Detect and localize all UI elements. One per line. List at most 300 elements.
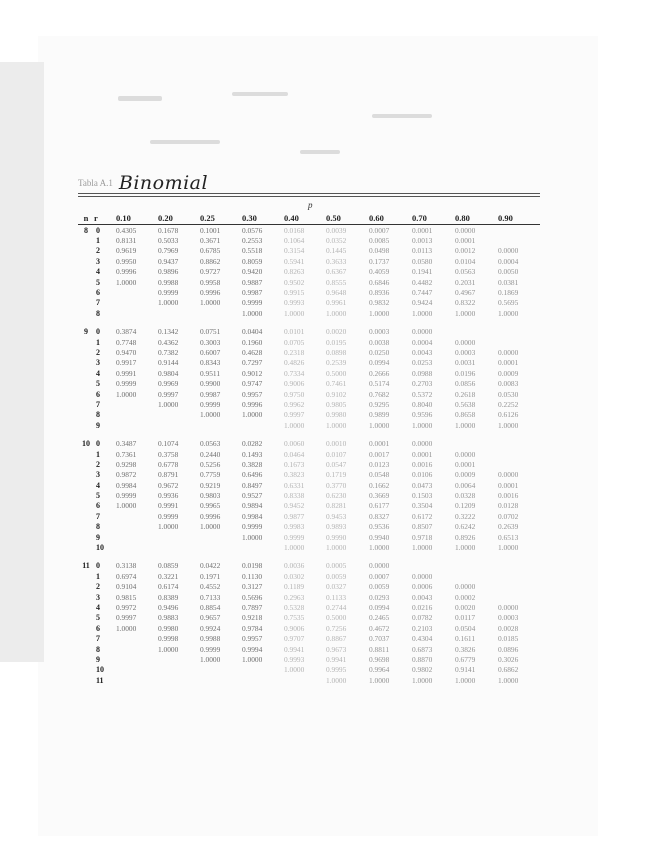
r-cell: 0	[96, 225, 100, 235]
prob-cell: 0.2103	[412, 623, 433, 633]
prob-cell: 0.8281	[326, 501, 347, 511]
prob-cell: 0.6177	[369, 501, 390, 511]
prob-cell: 0.2440	[200, 449, 221, 459]
header-row	[78, 211, 540, 225]
col-p-header: 0.25	[200, 212, 215, 223]
group-spacer	[78, 430, 540, 438]
table-row	[78, 449, 540, 459]
r-cell: 8	[96, 410, 100, 420]
prob-cell: 0.9218	[242, 613, 263, 623]
prob-cell	[498, 337, 540, 347]
prob-cell	[200, 665, 242, 675]
prob-cell: 0.1503	[412, 491, 433, 501]
prob-cell: 0.0004	[412, 337, 433, 347]
prob-cell: 0.7447	[412, 288, 433, 298]
prob-cell: 0.9988	[200, 634, 221, 644]
prob-cell: 0.6778	[158, 459, 179, 469]
prob-cell: 0.8322	[455, 298, 476, 308]
prob-cell	[116, 287, 158, 297]
prob-cell: 0.7897	[242, 602, 263, 612]
r-cell: 4	[96, 602, 100, 612]
col-p-header: 0.30	[242, 212, 257, 223]
prob-cell: 0.0498	[369, 246, 390, 256]
prob-cell: 0.0013	[412, 236, 433, 246]
prob-cell: 0.2618	[455, 389, 476, 399]
prob-cell: 0.0050	[498, 267, 519, 277]
r-cell: 7	[96, 634, 100, 644]
prob-cell: 0.0196	[455, 368, 476, 378]
prob-cell: 0.4362	[158, 337, 179, 347]
prob-cell	[116, 644, 158, 654]
table-row	[78, 420, 540, 430]
prob-cell: 0.9896	[158, 267, 179, 277]
prob-cell: 0.9941	[284, 644, 305, 654]
table-row	[78, 613, 540, 623]
prob-cell: 0.1869	[498, 288, 519, 298]
prob-cell	[116, 542, 158, 552]
prob-cell: 0.0059	[326, 571, 347, 581]
prob-cell: 0.1445	[326, 246, 347, 256]
prob-cell: 0.9995	[326, 665, 347, 675]
prob-cell: 0.0017	[369, 449, 390, 459]
prob-cell: 0.3154	[284, 246, 305, 256]
prob-cell: 0.9962	[284, 399, 305, 409]
prob-cell: 0.9893	[326, 522, 347, 532]
prob-cell: 1.0000	[455, 420, 476, 430]
prob-cell: 0.5696	[242, 592, 263, 602]
prob-cell: 0.9998	[158, 634, 179, 644]
prob-cell: 0.9707	[284, 634, 305, 644]
table-row	[78, 277, 540, 287]
prob-cell: 0.7759	[200, 470, 221, 480]
prob-cell	[158, 665, 200, 675]
prob-cell: 0.9941	[326, 654, 347, 664]
table-body	[78, 225, 540, 686]
r-cell: 0	[96, 439, 100, 449]
prob-cell	[116, 399, 158, 409]
prob-cell: 0.0009	[455, 470, 476, 480]
prob-cell: 0.2539	[326, 358, 347, 368]
prob-cell: 0.9994	[242, 644, 263, 654]
prob-cell: 0.1189	[284, 582, 305, 592]
prob-cell: 0.0856	[455, 379, 476, 389]
prob-cell: 0.0007	[369, 225, 390, 235]
prob-cell: 0.7682	[369, 389, 390, 399]
n-cell	[78, 235, 94, 245]
prob-cell: 1.0000	[326, 543, 347, 553]
prob-cell: 1.0000	[412, 543, 433, 553]
prob-cell: 0.9996	[200, 511, 221, 521]
prob-cell: 0.9804	[158, 368, 179, 378]
n-cell	[78, 277, 94, 287]
prob-cell: 0.9619	[116, 246, 137, 256]
prob-cell	[116, 665, 158, 675]
r-cell: 3	[96, 256, 100, 266]
n-cell	[78, 459, 94, 469]
prob-cell: 1.0000	[284, 665, 305, 675]
prob-cell: 0.0994	[369, 358, 390, 368]
prob-cell: 0.0000	[455, 225, 476, 235]
prob-cell: 0.2639	[498, 522, 519, 532]
n-cell	[78, 675, 94, 685]
r-cell: 4	[96, 480, 100, 490]
prob-cell	[116, 420, 158, 430]
table-heading	[78, 166, 208, 194]
prob-cell: 0.1971	[200, 571, 221, 581]
n-cell	[78, 246, 94, 256]
prob-cell: 0.9987	[242, 288, 263, 298]
prob-cell: 0.4967	[455, 288, 476, 298]
prob-cell	[200, 308, 242, 318]
prob-cell: 0.8507	[412, 522, 433, 532]
n-cell	[78, 449, 94, 459]
prob-cell: 0.0043	[412, 347, 433, 357]
prob-cell: 0.0043	[412, 592, 433, 602]
prob-cell: 0.4305	[116, 225, 137, 235]
prob-cell: 0.0293	[369, 592, 390, 602]
r-cell: 9	[96, 654, 100, 664]
prob-cell	[158, 532, 200, 542]
prob-cell: 1.0000	[200, 298, 221, 308]
prob-cell: 0.6007	[200, 347, 221, 357]
scan-smudge	[300, 150, 340, 154]
n-cell	[78, 308, 94, 318]
prob-cell: 0.7037	[369, 634, 390, 644]
prob-cell: 0.0988	[412, 368, 433, 378]
prob-cell: 1.0000	[369, 420, 390, 430]
col-p-header: 0.60	[369, 212, 384, 223]
prob-cell: 1.0000	[242, 532, 263, 542]
prob-cell	[116, 675, 158, 685]
prob-cell: 0.7334	[284, 368, 305, 378]
prob-cell: 0.9424	[412, 298, 433, 308]
prob-cell	[116, 522, 158, 532]
prob-cell: 0.9527	[242, 491, 263, 501]
prob-cell: 0.9012	[242, 368, 263, 378]
prob-cell: 0.0548	[369, 470, 390, 480]
prob-cell: 0.0003	[369, 327, 390, 337]
prob-cell: 0.0000	[498, 602, 519, 612]
prob-cell: 0.5174	[369, 379, 390, 389]
prob-cell: 0.0101	[284, 327, 305, 337]
prob-cell: 0.7133	[200, 592, 221, 602]
prob-cell: 0.0012	[455, 246, 476, 256]
n-cell	[78, 633, 94, 643]
prob-cell: 0.0001	[498, 480, 519, 490]
table-row	[78, 654, 540, 664]
prob-cell: 0.5033	[158, 236, 179, 246]
prob-cell: 0.6367	[326, 267, 347, 277]
prob-cell: 0.0563	[200, 439, 221, 449]
prob-cell	[242, 665, 284, 675]
prob-cell: 0.4628	[242, 347, 263, 357]
prob-cell: 0.0016	[498, 491, 519, 501]
prob-cell: 1.0000	[498, 420, 519, 430]
prob-cell: 0.0580	[412, 256, 433, 266]
prob-cell: 0.0000	[498, 470, 519, 480]
prob-cell: 1.0000	[116, 389, 137, 399]
prob-cell: 0.9104	[116, 582, 137, 592]
prob-cell: 0.7969	[158, 246, 179, 256]
prob-cell: 0.6496	[242, 470, 263, 480]
prob-cell: 0.9999	[116, 379, 137, 389]
table-label: Tabla A.1	[78, 178, 113, 188]
prob-cell	[498, 327, 540, 337]
prob-cell: 0.9936	[158, 491, 179, 501]
prob-cell: 0.9983	[284, 522, 305, 532]
prob-cell: 0.5328	[284, 602, 305, 612]
prob-cell: 0.0085	[369, 236, 390, 246]
table-row	[78, 358, 540, 368]
n-cell	[78, 623, 94, 633]
prob-cell: 0.2318	[284, 347, 305, 357]
prob-cell: 0.0530	[498, 389, 519, 399]
prob-cell: 0.0000	[412, 439, 433, 449]
prob-cell: 0.5256	[200, 459, 221, 469]
prob-cell: 0.0705	[284, 337, 305, 347]
prob-cell: 0.9984	[116, 480, 137, 490]
r-cell: 4	[96, 267, 100, 277]
r-cell: 5	[96, 491, 100, 501]
prob-cell: 0.0006	[412, 582, 433, 592]
prob-cell: 0.5695	[498, 298, 519, 308]
prob-cell: 0.3828	[242, 459, 263, 469]
prob-cell: 0.3221	[158, 571, 179, 581]
prob-cell: 0.8040	[412, 399, 433, 409]
prob-cell: 0.9803	[200, 491, 221, 501]
n-cell	[78, 665, 94, 675]
table-row	[78, 337, 540, 347]
prob-cell: 0.0327	[326, 582, 347, 592]
prob-cell: 0.9999	[116, 491, 137, 501]
prob-cell: 0.9997	[116, 613, 137, 623]
prob-cell: 0.9999	[242, 298, 263, 308]
col-p-header: 0.10	[116, 212, 131, 223]
table-row	[78, 378, 540, 388]
prob-cell: 0.0000	[455, 582, 476, 592]
prob-cell: 1.0000	[455, 675, 476, 685]
prob-cell: 0.9950	[116, 256, 137, 266]
p-axis-label: p	[308, 200, 313, 210]
prob-cell: 0.0007	[369, 571, 390, 581]
prob-cell: 0.0036	[284, 561, 305, 571]
prob-cell: 1.0000	[498, 543, 519, 553]
prob-cell: 0.0010	[326, 439, 347, 449]
prob-cell: 0.0000	[412, 327, 433, 337]
prob-cell: 0.0352	[326, 236, 347, 246]
table-row	[78, 246, 540, 256]
prob-cell	[455, 561, 498, 571]
prob-cell: 0.6846	[369, 277, 390, 287]
prob-cell: 0.9452	[284, 501, 305, 511]
r-cell: 3	[96, 358, 100, 368]
prob-cell	[158, 675, 200, 685]
prob-cell: 1.0000	[158, 644, 179, 654]
prob-cell: 0.9899	[369, 410, 390, 420]
prob-cell: 0.9877	[284, 511, 305, 521]
scan-smudge	[118, 96, 162, 101]
prob-cell: 0.9991	[116, 368, 137, 378]
prob-cell: 0.8926	[455, 532, 476, 542]
n-cell	[78, 256, 94, 266]
prob-cell: 0.0001	[455, 236, 476, 246]
prob-cell: 0.9802	[412, 665, 433, 675]
prob-cell: 0.9996	[242, 399, 263, 409]
prob-cell	[158, 410, 200, 420]
prob-cell: 0.0016	[412, 459, 433, 469]
table-row	[78, 438, 540, 448]
prob-cell: 1.0000	[242, 308, 263, 318]
table-row	[78, 490, 540, 500]
prob-cell	[116, 633, 158, 643]
prob-cell: 0.0000	[412, 571, 433, 581]
prob-cell: 0.9984	[242, 511, 263, 521]
prob-cell: 0.1074	[158, 439, 179, 449]
prob-cell: 0.9698	[369, 654, 390, 664]
col-r-header: r	[94, 212, 98, 223]
prob-cell	[498, 582, 540, 592]
prob-cell: 0.0064	[455, 480, 476, 490]
prob-cell: 0.6974	[116, 571, 137, 581]
prob-cell: 0.9295	[369, 399, 390, 409]
prob-cell: 0.1133	[326, 592, 347, 602]
prob-cell: 0.8936	[369, 288, 390, 298]
scan-smudge	[232, 92, 288, 96]
prob-cell: 0.8811	[369, 644, 390, 654]
prob-cell: 0.6873	[412, 644, 433, 654]
prob-cell: 0.8059	[242, 256, 263, 266]
prob-cell: 1.0000	[498, 308, 519, 318]
prob-cell: 0.0782	[412, 613, 433, 623]
table-row	[78, 522, 540, 532]
prob-cell: 0.0039	[326, 225, 347, 235]
r-cell: 7	[96, 298, 100, 308]
prob-cell: 0.2666	[369, 368, 390, 378]
prob-cell: 0.0123	[369, 459, 390, 469]
n-cell	[78, 511, 94, 521]
binomial-table	[78, 211, 540, 685]
table-row	[78, 602, 540, 612]
prob-cell: 0.0328	[455, 491, 476, 501]
prob-cell: 0.9832	[369, 298, 390, 308]
col-p-header: 0.20	[158, 212, 173, 223]
table-row	[78, 644, 540, 654]
n-cell	[78, 532, 94, 542]
prob-cell: 0.6230	[326, 491, 347, 501]
prob-cell: 0.9747	[242, 379, 263, 389]
prob-cell: 0.8867	[326, 634, 347, 644]
prob-cell: 0.0859	[158, 561, 179, 571]
prob-cell: 0.4826	[284, 358, 305, 368]
prob-cell: 0.0001	[498, 358, 519, 368]
prob-cell: 0.0751	[200, 327, 221, 337]
n-cell	[78, 368, 94, 378]
prob-cell: 1.0000	[158, 522, 179, 532]
n-cell	[78, 542, 94, 552]
prob-cell: 0.9887	[242, 277, 263, 287]
n-cell	[78, 267, 94, 277]
prob-cell: 0.0404	[242, 327, 263, 337]
prob-cell: 0.9511	[200, 368, 221, 378]
prob-cell: 0.1673	[284, 459, 305, 469]
table-row	[78, 287, 540, 297]
n-cell	[78, 337, 94, 347]
prob-cell: 0.1960	[242, 337, 263, 347]
table-row	[78, 675, 540, 685]
prob-cell	[498, 438, 540, 448]
n-cell: 11	[82, 561, 90, 571]
prob-cell: 0.1719	[326, 470, 347, 480]
table-row	[78, 298, 540, 308]
prob-cell	[158, 542, 200, 552]
prob-cell: 1.0000	[242, 410, 263, 420]
table-row	[78, 308, 540, 318]
r-cell: 6	[96, 501, 100, 511]
prob-cell: 0.3026	[498, 654, 519, 664]
prob-cell: 0.8497	[242, 480, 263, 490]
prob-cell: 1.0000	[412, 675, 433, 685]
prob-cell: 0.9987	[200, 389, 221, 399]
r-cell: 5	[96, 613, 100, 623]
prob-cell: 1.0000	[455, 543, 476, 553]
table-row	[78, 511, 540, 521]
prob-cell	[498, 225, 540, 236]
col-n-header: n	[83, 212, 89, 223]
prob-cell: 0.3874	[116, 327, 137, 337]
prob-cell	[116, 532, 158, 542]
prob-cell: 0.6174	[158, 582, 179, 592]
prob-cell: 0.9298	[116, 459, 137, 469]
prob-cell: 0.9006	[284, 623, 305, 633]
col-p-header: 0.40	[284, 212, 299, 223]
prob-cell: 0.8658	[455, 410, 476, 420]
prob-cell: 0.9958	[200, 277, 221, 287]
prob-cell	[498, 449, 540, 459]
prob-cell: 0.0896	[498, 644, 519, 654]
prob-cell: 0.9993	[284, 298, 305, 308]
prob-cell	[498, 459, 540, 469]
prob-cell: 0.0702	[498, 511, 519, 521]
col-p-header: 0.50	[326, 212, 341, 223]
prob-cell: 0.9502	[284, 277, 305, 287]
prob-cell: 1.0000	[200, 654, 221, 664]
prob-cell	[116, 308, 158, 318]
r-cell: 5	[96, 379, 100, 389]
prob-cell: 0.9961	[326, 298, 347, 308]
prob-cell: 0.9996	[200, 288, 221, 298]
prob-cell: 0.9883	[158, 613, 179, 623]
prob-cell: 0.4482	[412, 277, 433, 287]
prob-cell: 0.0128	[498, 501, 519, 511]
prob-cell: 0.9536	[369, 522, 390, 532]
n-cell: 10	[82, 439, 90, 449]
prob-cell: 0.5518	[242, 246, 263, 256]
prob-cell: 0.7382	[158, 347, 179, 357]
prob-cell: 0.1611	[455, 634, 476, 644]
prob-cell: 0.4552	[200, 582, 221, 592]
prob-cell: 0.1342	[158, 327, 179, 337]
prob-cell	[242, 675, 284, 685]
prob-cell: 0.9999	[158, 288, 179, 298]
prob-cell: 0.9141	[455, 665, 476, 675]
prob-cell: 0.4304	[412, 634, 433, 644]
r-cell: 9	[96, 532, 100, 542]
prob-cell	[455, 327, 498, 337]
prob-cell: 0.1737	[369, 256, 390, 266]
prob-cell: 0.3003	[200, 337, 221, 347]
prob-cell: 0.3823	[284, 470, 305, 480]
prob-cell	[498, 235, 540, 245]
